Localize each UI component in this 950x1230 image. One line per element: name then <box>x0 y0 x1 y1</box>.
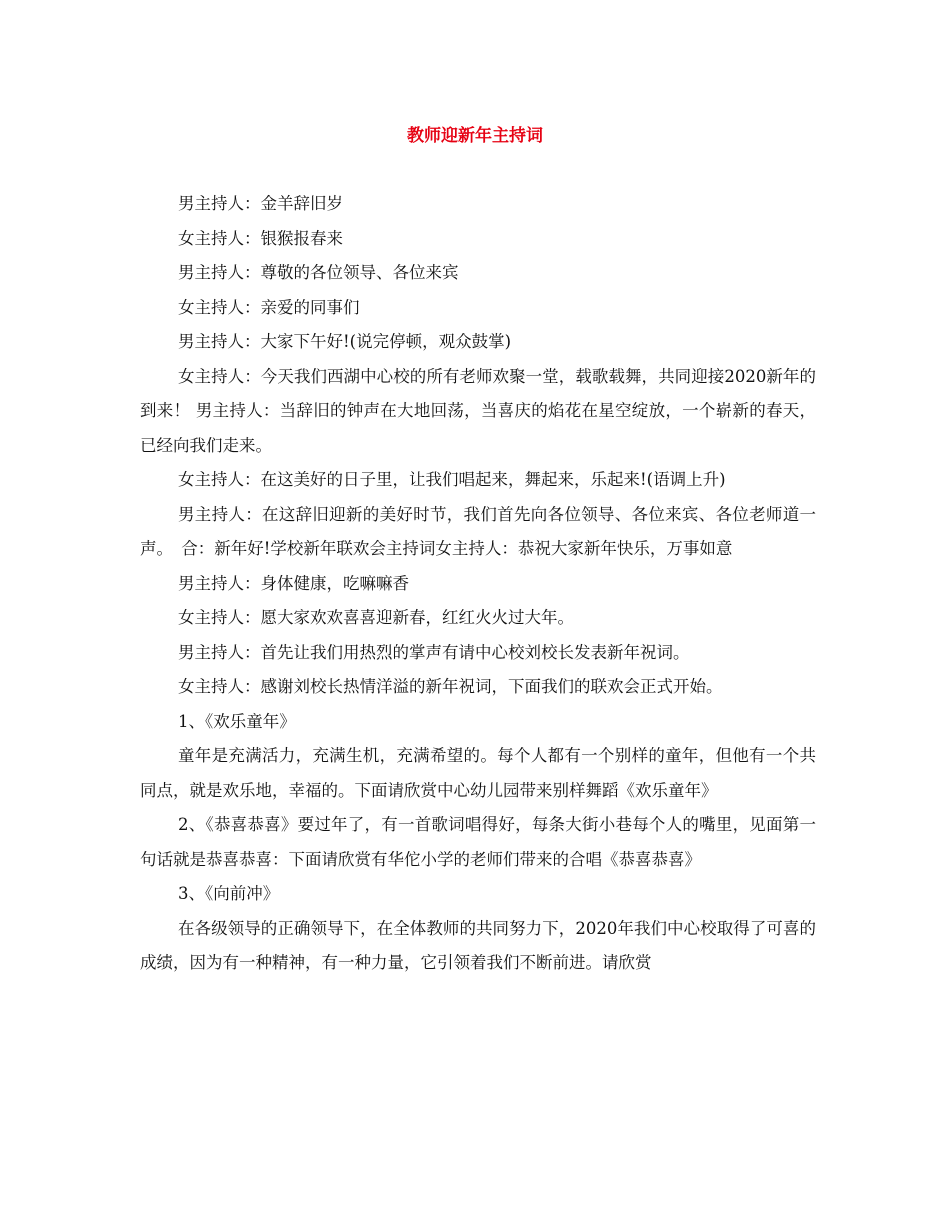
paragraph: 女主持人：银猴报春来 <box>178 228 343 248</box>
section-heading: 3、《向前冲》 <box>178 884 280 903</box>
paragraph: 男主持人：金羊辞旧岁 <box>178 194 343 213</box>
paragraph: 童年是充满活力，充满生机，充满希望的。每个人都有一个别样的童年，但他有一个共同点，就是欢乐地，幸福的。下面请欣赏中心幼儿园带来别样舞蹈《欢乐童年》 <box>140 746 816 800</box>
paragraph: 女主持人：今天我们西湖中心校的所有老师欢聚一堂，载歌载舞，共同迎接2020新年的到来！ 男主持人：当辞旧的钟声在大地回荡，当喜庆的焰花在星空绽放，一个崭新的春天，已经向我们走来。 <box>140 366 816 455</box>
paragraph: 男主持人：大家下午好!(说完停顿，观众鼓掌) <box>178 332 512 351</box>
paragraph: 男主持人：尊敬的各位领导、各位来宾 <box>178 263 459 282</box>
paragraph: 男主持人：在这辞旧迎新的美好时节，我们首先向各位领导、各位来宾、各位老师道一声。 合：新年好!学校新年联欢会主持词女主持人：恭祝大家新年快乐，万事如意 <box>140 504 816 558</box>
section-heading: 1、《欢乐童年》 <box>178 711 296 731</box>
document-body <box>140 187 816 981</box>
paragraph: 在各级领导的正确领导下，在全体教师的共同努力下，2020年我们中心校取得了可喜的成绩，因为有一种精神，有一种力量，它引领着我们不断前进。请欣赏 <box>140 918 816 972</box>
paragraph: 女主持人：愿大家欢欢喜喜迎新春，红红火火过大年。 <box>178 608 574 627</box>
paragraph: 女主持人：亲爱的同事们 <box>178 297 360 317</box>
paragraph: 男主持人：首先让我们用热烈的掌声有请中心校刘校长发表新年祝词。 <box>178 642 690 662</box>
paragraph: 男主持人：身体健康，吃嘛嘛香 <box>178 573 409 593</box>
paragraph: 女主持人：感谢刘校长热情洋溢的新年祝词，下面我们的联欢会正式开始。 <box>178 677 723 696</box>
paragraph: 女主持人：在这美好的日子里，让我们唱起来，舞起来，乐起来!(语调上升) <box>178 470 726 489</box>
document-title: 教师迎新年主持词 <box>407 126 543 146</box>
paragraph: 2、《恭喜恭喜》要过年了，有一首歌词唱得好，每条大街小巷每个人的嘴里，见面第一句话就是恭喜恭喜：下面请欣赏有华佗小学的老师们带来的合唱《恭喜恭喜》 <box>140 815 816 869</box>
